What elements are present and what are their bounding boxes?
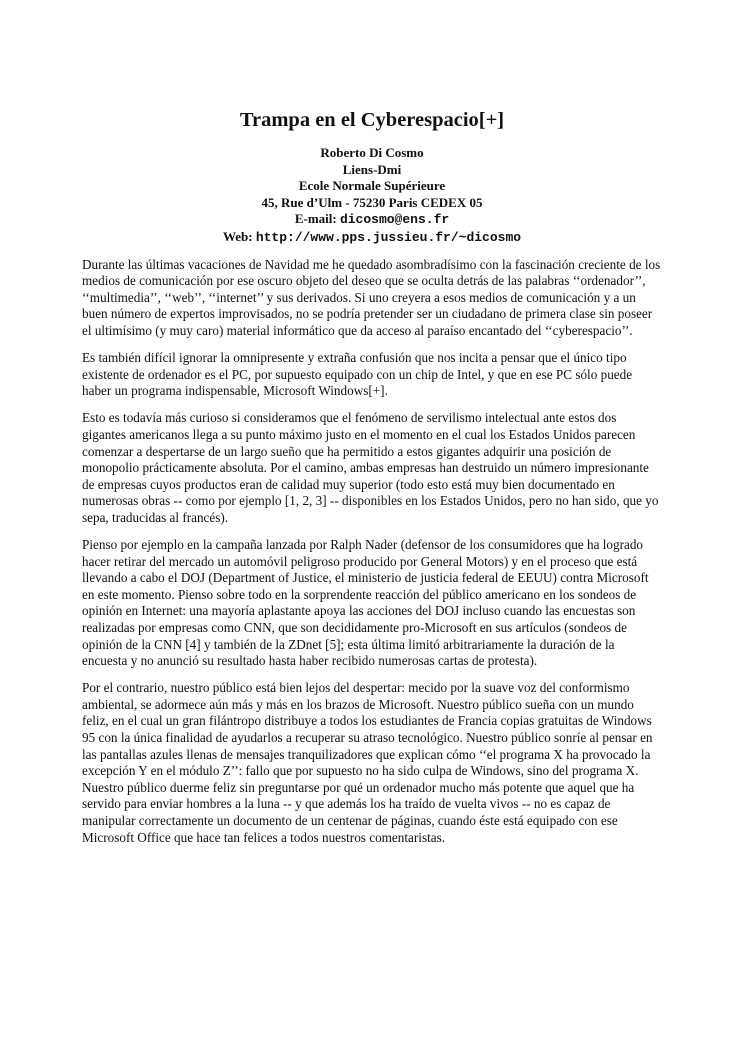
paragraph-5: Por el contrario, nuestro público está bien lejos del despertar: mecido por la suave voz del conformismo ambiental, se adormece aún más y más en los brazos de Microsoft. Nuestro público sueña con un mundo feliz, en el cual un gran filántropo distribuye a todos los estudiantes de Francia copias gratuitas de Windows 95 con la única finalidad de ayudarlos a recuperar su atraso tecnológico. Nuestro público sonríe al pensar en las pantallas azules llenas de mensajes tranquilizadores que explican cómo ‘‘el programa X ha provocado la excepción Y en el módulo Z’’: fallo que por supuesto no ha sido culpa de Windows, sino del programa X. Nuestro público duerme feliz sin preguntarse por qué un ordenador mucho más potente que aquel que ha servido para enviar hombres a la luna -- y que además los ha traído de vuelta vivos -- no es capaz de manipular correctamente un documento de un centenar de páginas, cuando éste está equipado con ese Microsoft Office que hace tan felices a todos nuestros comentaristas. xyxy=(82,680,653,845)
author-school: Ecole Normale Supérieure xyxy=(298,178,446,194)
paragraph-1: Durante las últimas vacaciones de Navidad me he quedado asombradísimo con la fascinación creciente de los medios de comunicación por ese oscuro objeto del deseo que se oculta detrás de las palabras ‘‘ordenador’’, ‘‘multimedia’’, ‘‘web’’, ‘‘internet’’ y sus derivados. Si uno creyera a esos medios de comunicación y a un buen número de expertos improvisados, no se podría pretender ser un ciudadano de primera clase sin poseer el ultimísimo (y muy caro) material informático que da acceso al paraíso encantado del ‘‘cyberespacio’’. xyxy=(82,256,661,338)
web-link[interactable]: http://www.pps.jussieu.fr/~dicosmo xyxy=(255,229,522,245)
author-block xyxy=(82,145,662,247)
author-name: Roberto Di Cosmo xyxy=(320,145,424,160)
web-line xyxy=(82,229,662,247)
web-label: Web: xyxy=(222,228,253,244)
author-address: 45, Rue d’Ulm - 75230 Paris CEDEX 05 xyxy=(261,194,483,210)
email-line xyxy=(82,211,662,229)
paper-page xyxy=(82,108,662,857)
author-lab: Liens-Dmi xyxy=(342,161,402,177)
email-link[interactable]: dicosmo@ens.fr xyxy=(339,212,450,228)
paragraph-3: Esto es todavía más curioso si consideramos que el fenómeno de servilismo intelectual ante estos dos gigantes americanos llega a su punto máximo justo en el momento en el cual los Estados Unidos parecen comenzar a despertarse de un largo sueño que ha permitido a estos gigantes adquirir una posición de monopolio prácticamente absoluta. Por el camino, ambas empresas han destruido un número impresionante de empresas cuyos productos eran de calidad muy superior (todo esto está muy bien documentado en numerosas obras -- como por ejemplo [1, 2, 3] -- disponibles en los Estados Unidos, pero no han sido, que yo sepa, traducidas al francés). xyxy=(82,410,659,525)
paper-title: Trampa en el Cyberespacio[+] xyxy=(239,109,505,131)
paragraph-2: Es también difícil ignorar la omnipresente y extraña confusión que nos incita a pensar que el único tipo existente de ordenador es el PC, por supuesto equipado con un chip de Intel, y que en ese PC sólo puede haber un programa indispensable, Microsoft Windows[+]. xyxy=(82,350,633,399)
paragraph-4: Pienso por ejemplo en la campaña lanzada por Ralph Nader (defensor de los consumidores que ha logrado hacer retirar del mercado un automóvil peligroso producido por General Motors) y en el proceso que está llevando a cabo el DOJ (Department of Justice, el ministerio de justicia federal de EEUU) contra Microsoft en este momento. Pienso sobre todo en la sorprendente reacción del público americano en los sondeos de opinión en Internet: una mayoría aplastante apoya las acciones del DOJ incluso cuando las encuestas son realizadas por empresas como CNN, que son decididamente pro-Microsoft en sus artículos (sondeos de opinión de la CNN [4] y también de la ZDnet [5]; esta última limitó arbitrariamente la duración de la encuesta y no anunció su resultado hasta haber recibido numerosas cartas de protesta). xyxy=(82,536,649,669)
paper-body xyxy=(82,257,662,847)
email-label: E-mail: xyxy=(294,211,337,227)
